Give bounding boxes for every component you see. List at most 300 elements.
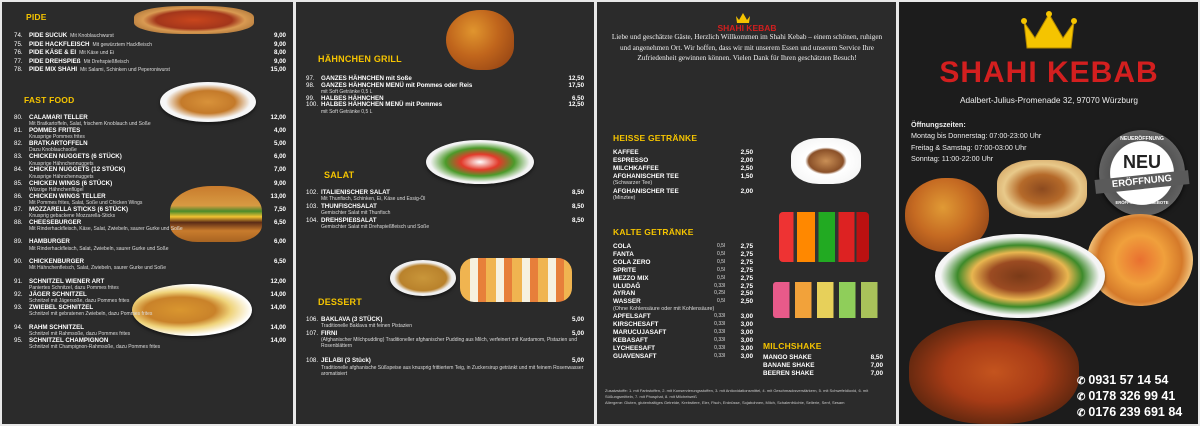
menu-item	[14, 206, 286, 219]
drink-name: KAFFEE	[613, 149, 639, 156]
item-number: 92.	[14, 290, 23, 298]
item-name: THUNFISCHSALAT	[321, 203, 377, 210]
drink-row	[613, 283, 753, 291]
drink-name: MEZZO MIX	[613, 274, 649, 282]
item-name: MOZZARELLA STICKS (6 STÜCK)	[29, 205, 129, 213]
new-opening-badge	[1099, 130, 1185, 216]
drink-name: ULUDAĞ	[613, 282, 641, 290]
drink-size: 0,33l	[714, 337, 726, 344]
menu-item	[14, 41, 286, 49]
menu-item-title	[14, 32, 114, 40]
section-heading-hot: HEISSE GETRÄNKE	[613, 133, 698, 143]
drink-row	[613, 259, 753, 267]
footnote-allergens: Allergene: Gluten, glutenhaltiges Getreide, Krebstiere, Eier, Fisch, Erdnüsse, Sojabohnen, Milch, Schalenfrüchte, Sellerie, Senf, Sesam	[605, 400, 845, 405]
menu-item	[14, 66, 286, 74]
menu-item-row	[14, 291, 286, 298]
menu-item-row	[14, 166, 286, 173]
item-name: HALBES HÄHNCHEN MENÜ mit Pommes	[321, 101, 443, 109]
menu-item-row	[14, 49, 286, 57]
menu-item-row	[306, 217, 584, 224]
menu-item-title	[306, 357, 371, 364]
drink-item	[613, 329, 753, 337]
drink-row	[613, 298, 753, 306]
item-name: CHICKENBURGER	[29, 258, 85, 266]
item-number: 106.	[306, 316, 319, 323]
menu-item	[306, 101, 584, 114]
menu-item-row	[14, 337, 286, 344]
menu-item-title	[306, 82, 472, 89]
menu-item-title	[306, 217, 377, 224]
phone-icon: ✆	[1077, 408, 1086, 419]
brand-title: SHAHI KEBAB	[939, 56, 1159, 89]
drink-price: 2,50	[740, 298, 754, 306]
menu-item	[14, 337, 286, 350]
menu-item-row	[14, 140, 286, 147]
menu-item-title	[14, 166, 125, 173]
drink-row	[613, 243, 753, 251]
menu-item-title	[14, 140, 88, 147]
drink-name: LYCHEESAFT	[613, 345, 656, 352]
item-description: Mit Knoblauchwurst	[70, 33, 114, 39]
item-name: PIDE MIX SHAHI	[29, 66, 78, 73]
pide-image	[134, 6, 254, 34]
crown-icon	[735, 11, 751, 23]
menu-item-row	[14, 180, 286, 187]
drink-row	[613, 188, 753, 196]
menu-item-title	[14, 180, 112, 187]
drink-row	[613, 329, 753, 337]
menu-item-title	[14, 304, 93, 311]
menu-item-row	[14, 324, 286, 331]
drink-item	[613, 313, 753, 321]
shake-item	[763, 354, 883, 362]
curry-image	[909, 320, 1079, 424]
drink-name: ESPRESSO	[613, 156, 649, 164]
drink-item	[613, 345, 753, 353]
section-heading-dessert: DESSERT	[318, 297, 362, 307]
shake-price: 8,50	[870, 354, 884, 361]
item-number: 100.	[306, 101, 319, 109]
shake-price: 7,00	[870, 362, 884, 369]
crown-logo-icon	[1021, 10, 1077, 52]
item-name: DREHSPIEßSALAT	[321, 217, 377, 224]
drink-item	[613, 290, 753, 298]
item-name: PIDE HACKFLEISCH	[29, 40, 90, 48]
badge-band-text: ERÖFFNUNG	[1095, 170, 1190, 194]
drink-subtext: (Minztee)	[613, 195, 636, 202]
drink-price: 2,00	[740, 156, 754, 164]
menu-item	[14, 58, 286, 66]
drink-size: 0,5l	[716, 250, 726, 257]
item-number: 94.	[14, 323, 23, 331]
drink-item	[613, 173, 753, 188]
drink-row	[613, 321, 753, 329]
drink-name: APFELSAFT	[613, 313, 651, 321]
item-subtext: Mit Thunfisch, Schinken, Ei, Käse und Essig-Öl	[321, 196, 426, 203]
menu-item-row	[306, 316, 584, 323]
item-subtext: Mit Pommes frites, Salat, Soße und Chicken Wings	[29, 199, 143, 206]
drink-size	[701, 157, 725, 165]
item-description: Mit gewürztem Hackfleisch	[92, 41, 152, 48]
item-subtext: Knusprige Pommes frites	[29, 134, 85, 141]
badge-big-text: NEU	[1123, 152, 1162, 172]
kebab-plate-image	[935, 234, 1105, 318]
item-number: 87.	[14, 205, 23, 213]
item-name: GANZES HÄHNCHEN MENÜ mit Pommes oder Reis	[321, 81, 473, 89]
item-price: 14,00	[270, 323, 286, 331]
item-price: 14,00	[270, 290, 286, 298]
phone-number[interactable]: ✆ 0178 326 99 41	[1077, 389, 1176, 403]
drink-row	[613, 353, 753, 361]
item-subtext: (Afghanischer Milchpudding) Traditioneller afghanischer Pudding aus Milch, verfeinert mit Kardamom, Pistazien und Rosenblättern	[321, 337, 577, 349]
item-number: 103.	[306, 203, 319, 210]
section-heading-pide: PIDE	[26, 12, 47, 22]
drink-item	[613, 283, 753, 291]
menu-item-row	[14, 206, 286, 213]
drink-item	[613, 243, 753, 251]
menu-item-title	[14, 278, 104, 285]
menu-item	[14, 324, 286, 337]
item-name: JELABI (3 Stück)	[321, 357, 371, 365]
item-subtext: Traditionelle Baklava mit feinen Pistazien	[321, 323, 412, 330]
item-price: 8,50	[571, 203, 585, 210]
item-subtext: Schnitzel mit gebratenen Zwiebeln, dazu Pommes frites	[29, 311, 153, 318]
section-heading-chicken: HÄHNCHEN GRILL	[318, 54, 402, 64]
menu-item-row	[14, 127, 286, 134]
menu-item-title	[14, 238, 70, 245]
menu-item	[14, 127, 286, 140]
item-price: 5,00	[571, 316, 585, 323]
menu-item	[14, 258, 286, 271]
menu-item-row	[14, 304, 286, 311]
item-number: 81.	[14, 127, 23, 135]
drink-price: 2,75	[740, 266, 754, 274]
welcome-text: Liebe und geschätzte Gäste, Herzlich Willkommen im Shahi Kebab – einem schönen, ruhigen und angenehmen Ort. Wir hoffen, dass wir mit unserem Essen und unserem Service Ihre Zufriedenheit gewinnen können. Vielen Dank für Ihren geschätzten Besuch!	[611, 33, 883, 62]
shake-price: 7,00	[870, 370, 884, 377]
item-name: CHEESEBURGER	[29, 218, 82, 226]
item-price: 8,50	[571, 189, 585, 196]
section-heading-shake: MILCHSHAKE	[763, 341, 822, 351]
shake-name: BANANE SHAKE	[763, 362, 815, 369]
section-heading-cold: KALTE GETRÄNKE	[613, 227, 694, 237]
item-price: 9,00	[273, 40, 286, 48]
drink-item	[613, 188, 753, 203]
panel-chicken-salad-dessert	[296, 2, 594, 424]
menu-item-title	[14, 193, 106, 200]
menu-item-title	[14, 337, 108, 344]
menu-item-row	[306, 203, 584, 210]
drink-price: 2,50	[740, 149, 754, 156]
item-number: 75.	[14, 40, 23, 48]
pizza-image	[1087, 214, 1193, 306]
drink-price: 2,75	[740, 250, 754, 258]
item-subtext: Knusprig gebackene Mozzarella-Sticks	[29, 212, 116, 219]
menu-item-row	[14, 153, 286, 160]
drink-item	[613, 321, 753, 329]
drink-row	[613, 337, 753, 345]
item-number: 108.	[306, 357, 319, 365]
hours-line: Sonntag: 11:00-22:00 Uhr	[911, 154, 994, 164]
item-number: 97.	[306, 75, 315, 82]
item-subtext: Mit Bratkartoffeln, Salat, frischem Knoblauch und Soße	[29, 121, 151, 128]
item-number: 82.	[14, 140, 23, 148]
item-name: FIRNI	[321, 329, 338, 337]
menu-item	[14, 180, 286, 193]
menu-item	[14, 114, 286, 127]
drink-item	[613, 337, 753, 345]
menu-item-title	[14, 49, 114, 57]
drink-size: 0,33l	[714, 282, 726, 289]
drink-name: MILCHKAFFEE	[613, 164, 659, 172]
drink-size: 0,5l	[716, 258, 726, 265]
drink-name: SPRITE	[613, 266, 637, 274]
item-price: 6,50	[571, 94, 585, 102]
phone-number[interactable]: ✆ 0176 239 691 84	[1077, 405, 1183, 419]
menu-item-row	[14, 58, 286, 66]
item-name: CHICKEN WINGS (6 STÜCK)	[29, 179, 113, 187]
item-price: 7,50	[273, 205, 286, 213]
hours-title: Öffnungszeiten:	[911, 120, 966, 129]
item-subtext: Würzige Hähnchenflügel	[29, 186, 84, 193]
menu-item-title	[306, 330, 337, 337]
phone-icon: ✆	[1077, 376, 1086, 387]
drink-name: FANTA	[613, 250, 634, 258]
drink-name: AFGHANISCHER TEE	[613, 172, 679, 180]
menu-item-row	[14, 278, 286, 285]
menu-item	[14, 291, 286, 304]
drink-row	[613, 345, 753, 353]
menu-item-row	[306, 330, 584, 337]
baklava-image	[390, 260, 456, 296]
item-name: SCHNITZEL WIENER ART	[29, 277, 105, 285]
item-name: PIDE KÄSE & EI	[29, 49, 77, 56]
menu-item	[14, 153, 286, 166]
menu-item	[14, 238, 286, 251]
item-price: 5,00	[273, 140, 286, 148]
phone-icon: ✆	[1077, 392, 1086, 403]
drink-price: 3,00	[740, 352, 754, 360]
grilled-chicken-image	[446, 10, 514, 70]
badge-bottom-text: ERÖFFNUNGSANGEBOTE	[1115, 200, 1169, 205]
drink-item	[613, 353, 753, 361]
phone-number[interactable]: ✆ 0931 57 14 54	[1077, 373, 1169, 387]
drink-subtext: (Ohne Kohlensäure oder mit Kohlensäure)	[613, 305, 715, 312]
drink-size	[701, 149, 725, 157]
menu-item-title	[306, 203, 377, 210]
item-number: 91.	[14, 277, 23, 285]
item-number: 90.	[14, 258, 23, 266]
drink-name: MARUCUJASAFT	[613, 329, 667, 337]
panel-brand	[899, 2, 1198, 424]
item-subtext: mit Soft Getränke 0,5 L	[321, 88, 373, 95]
item-number: 76.	[14, 49, 23, 56]
drink-item	[613, 157, 753, 165]
drink-price: 3,00	[740, 321, 754, 329]
item-price: 8,50	[571, 217, 585, 224]
drink-price: 1,50	[740, 172, 754, 180]
drink-size: 0,5l	[716, 274, 726, 281]
item-number: 98.	[306, 81, 315, 89]
menu-item-title	[14, 258, 84, 265]
shake-name: MANGO SHAKE	[763, 354, 812, 361]
item-number: 93.	[14, 303, 23, 311]
item-number: 88.	[14, 218, 23, 226]
drink-row	[613, 149, 753, 157]
menu-item	[14, 219, 286, 232]
menu-item	[306, 316, 584, 329]
item-name: HAMBURGER	[29, 238, 70, 246]
drink-row	[613, 290, 753, 298]
menu-item	[14, 32, 286, 40]
item-name: BAKLAVA (3 STÜCK)	[321, 316, 383, 323]
item-name: POMMES FRITES	[29, 127, 81, 135]
item-name: CALAMARI TELLER	[29, 114, 88, 121]
hours-line: Freitag & Samstag: 07:00-03:00 Uhr	[911, 142, 1027, 152]
item-price: 13,00	[270, 192, 286, 200]
item-subtext: Traditionelle afghanische Süßspeise aus knusprig frittiertem Teig, in Zuckersirup getränkt und mit feinem Rosenwasser aromatisiert	[321, 364, 584, 377]
item-price: 12,50	[568, 101, 585, 109]
item-price: 12,00	[270, 114, 286, 121]
menu-item	[306, 217, 584, 230]
menu-item	[14, 49, 286, 57]
menu-item-title	[14, 66, 170, 74]
drink-subtext: (Schwarzer Tee)	[613, 180, 653, 187]
drink-item	[613, 259, 753, 267]
menu-item	[306, 330, 584, 349]
item-subtext: Schnitzel mit Rahmsoße, dazu Pommes frites	[29, 330, 131, 337]
item-subtext: Gemischter Salat mit Thunfisch	[321, 210, 391, 217]
menu-item-row	[14, 219, 286, 226]
menu-item-title	[14, 127, 80, 134]
item-name: GANZES HÄHNCHEN mit Soße	[321, 75, 412, 82]
drink-price: 3,00	[740, 313, 754, 321]
item-name: PIDE DREHSPIEß	[29, 57, 81, 65]
menu-item-row	[306, 357, 584, 364]
menu-item	[306, 357, 584, 376]
drink-price: 2,75	[740, 274, 754, 282]
coffee-image	[791, 138, 861, 184]
drink-size	[701, 188, 725, 196]
drink-row	[613, 313, 753, 321]
drink-row	[613, 165, 753, 173]
brand-small: SHAHI KEBAB	[717, 23, 777, 33]
menu-item-row	[14, 32, 286, 40]
item-price: 12,50	[568, 75, 585, 82]
item-subtext: Dazu Knoblauchsoße	[29, 147, 77, 154]
opening-hours	[911, 119, 1041, 165]
menu-item	[306, 203, 584, 216]
menu-item-row	[14, 114, 286, 121]
item-name: HALBES HÄHNCHEN	[321, 94, 384, 102]
item-number: 78.	[14, 66, 23, 73]
drink-price: 2,75	[740, 282, 754, 290]
item-subtext: Paniertes Schnitzel, dazu Pommes frites	[29, 284, 119, 291]
menu-item-row	[306, 82, 584, 89]
drink-name: KEBASAFT	[613, 337, 648, 345]
item-name: CHICKEN WINGS TELLER	[29, 192, 106, 200]
shake-item	[763, 370, 883, 378]
menu-item-row	[14, 41, 286, 49]
item-description: Mit Salami, Schinken und Peperoniwurst	[80, 67, 170, 73]
drink-name: AYRAN	[613, 290, 636, 298]
menu-item	[14, 193, 286, 206]
item-price: 9,00	[273, 32, 286, 39]
menu-item-title	[14, 206, 128, 213]
item-name: CHICKEN NUGGETS (12 STÜCK)	[29, 166, 126, 174]
item-price: 5,00	[571, 357, 585, 365]
footnotes	[605, 388, 889, 406]
drink-name: AFGHANISCHER TEE	[613, 187, 679, 195]
drink-item	[613, 267, 753, 275]
drink-name: GUAVENSAFT	[613, 352, 657, 360]
menu-item-row	[14, 66, 286, 74]
drink-size: 0,33l	[714, 321, 726, 328]
drink-row	[613, 267, 753, 275]
section-heading-salat: SALAT	[324, 170, 355, 180]
item-name: RAHM SCHNITZEL	[29, 323, 84, 331]
item-subtext: Gemischter Salat mit Drehspießfleisch und Soße	[321, 224, 430, 231]
item-number: 84.	[14, 166, 23, 174]
item-name: PIDE SUCUK	[29, 32, 68, 39]
item-price: 14,00	[270, 303, 286, 311]
salad-image	[426, 140, 534, 184]
item-name: JÄGER SCHNITZEL	[29, 290, 87, 298]
menu-item-title	[14, 114, 88, 121]
item-name: ZWIEBEL SCHNITZEL	[29, 303, 94, 311]
cans-image	[779, 212, 869, 262]
drink-row	[613, 275, 753, 283]
item-price: 12,00	[270, 277, 286, 285]
item-name: SCHNITZEL CHAMPIGNON	[29, 336, 109, 344]
drink-size	[701, 173, 725, 181]
sweets-image	[460, 258, 572, 302]
drink-price: 2,00	[740, 187, 754, 195]
address: Adalbert-Julius-Promenade 32, 97070 Würzburg	[960, 95, 1139, 105]
item-number: 80.	[14, 114, 23, 121]
drink-size: 0,33l	[714, 352, 726, 359]
drink-size: 0,5l	[716, 266, 726, 273]
item-price: 4,00	[273, 127, 286, 135]
item-subtext: Schnitzel mit Jägersoße, dazu Pommes frites	[29, 298, 130, 305]
item-price: 14,00	[270, 336, 286, 344]
section-heading-fastfood: FAST FOOD	[24, 95, 75, 105]
item-number: 102.	[306, 189, 319, 196]
item-name: CHICKEN NUGGETS (6 STÜCK)	[29, 153, 122, 161]
item-description: Mit Drehspießfleisch	[83, 58, 129, 65]
menu-item-row	[14, 258, 286, 265]
drink-name: COLA ZERO	[613, 258, 651, 266]
shake-name: BEEREN SHAKE	[763, 370, 814, 377]
drink-size: 0,33l	[714, 313, 726, 320]
item-price: 7,00	[273, 166, 286, 174]
item-price: 6,00	[273, 153, 286, 161]
item-number: 107.	[306, 329, 319, 337]
item-subtext: Knusprige Hähnchennuggets	[29, 160, 94, 167]
drink-item	[613, 149, 753, 157]
item-number: 89.	[14, 238, 23, 246]
item-price: 6,50	[273, 258, 286, 266]
menu-item-title	[306, 316, 382, 323]
item-subtext: Mit Hähnchenfleisch, Salat, Zwiebeln, saurer Gurke und Soße	[29, 265, 167, 272]
item-number: 86.	[14, 192, 23, 200]
item-number: 77.	[14, 57, 23, 65]
drink-price: 3,00	[740, 337, 754, 345]
drink-name: KIRSCHESAFT	[613, 321, 659, 329]
item-name: ITALIENISCHER SALAT	[321, 189, 390, 196]
item-description: Mit Käse und Ei	[79, 50, 115, 56]
item-price: 17,50	[568, 81, 585, 89]
badge-top-text: NEUERÖFFNUNG	[1120, 136, 1164, 142]
